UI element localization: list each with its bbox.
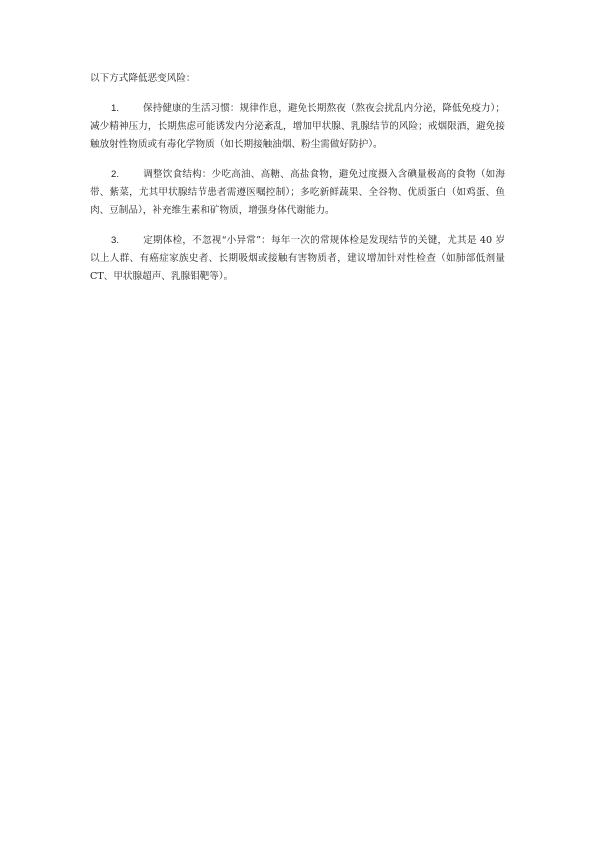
list-item-text: 保持健康的生活习惯：规律作息，避免长期熬夜（熬夜会扰乱内分泌，降低免疫力）；减少精神压力，长期焦虑可能诱发内分泌紊乱，增加甲状腺、乳腺结节的风险；戒烟限酒，避免接触放射性物质或有毒化学物质（如长期接触油烟、粉尘需做好防护）。 — [90, 103, 505, 150]
list-item-number: 2. — [111, 169, 120, 180]
list-item-text: 调整饮食结构：少吃高油、高糖、高盐食物，避免过度摄入含碘量极高的食物（如海带、紫菜，尤其甲状腺结节患者需遵医嘱控制）；多吃新鲜蔬果、全谷物、优质蛋白（如鸡蛋、鱼肉、豆制品），补充维生素和矿物质，增强身体代谢能力。 — [90, 169, 505, 216]
list-item-text: 定期体检，不忽视“小异常”：每年一次的常规体检是发现结节的关键，尤其是 40 岁以上人群、有癌症家族史者、长期吸烟或接触有害物质者，建议增加针对性检查（如肺部低剂量 CT、甲状腺超声、乳腺钼靶等）。 — [90, 235, 505, 282]
list-item — [90, 166, 505, 220]
list-item-number: 3. — [111, 235, 120, 246]
document-body — [90, 70, 505, 298]
list-item — [90, 100, 505, 154]
list-item-number: 1. — [111, 103, 120, 114]
intro-paragraph: 以下方式降低恶变风险： — [90, 73, 196, 84]
list-item — [90, 232, 505, 286]
